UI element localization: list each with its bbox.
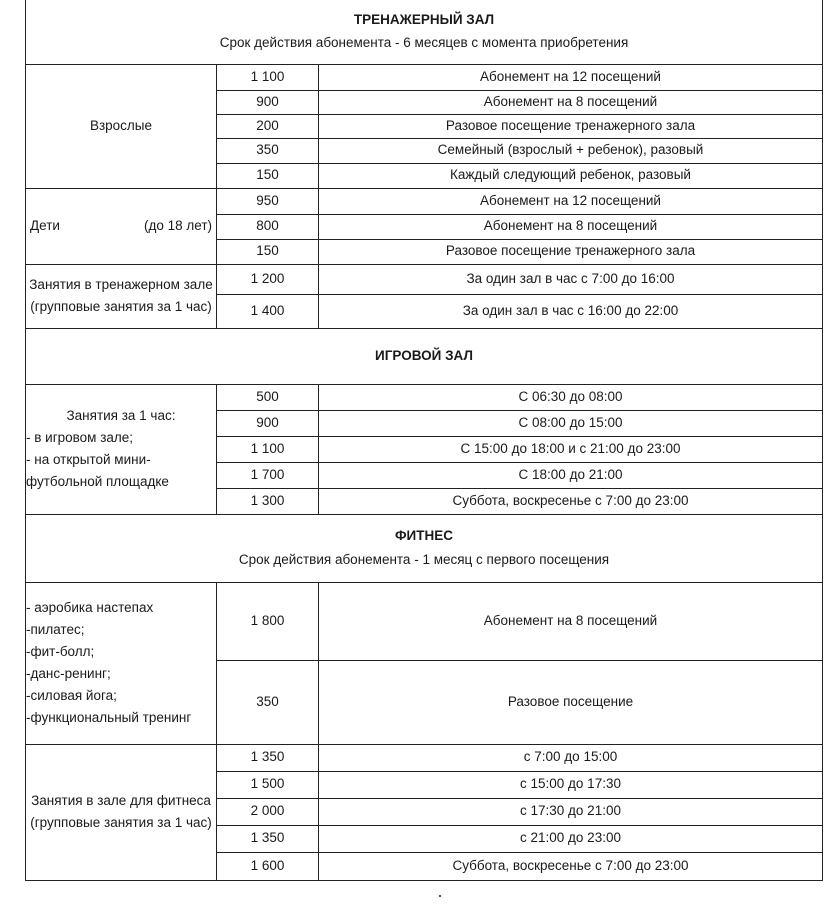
price-cell: 2 000	[217, 798, 319, 825]
category-fitness-classes	[26, 582, 217, 744]
price-cell: 350	[217, 660, 319, 744]
price-cell: 150	[217, 163, 319, 188]
desc-cell: С 15:00 до 18:00 и с 21:00 до 23:00	[319, 436, 823, 462]
desc-cell: Разовое посещение тренажерного зала	[319, 239, 823, 264]
desc-cell: С 18:00 до 21:00	[319, 462, 823, 488]
price-cell: 1 800	[217, 582, 319, 660]
price-table	[25, 0, 823, 881]
game-label-line: - в игровом зале;	[26, 430, 134, 445]
table-row	[26, 384, 823, 410]
game-label-line: Занятия за 1 час:	[66, 408, 176, 423]
desc-cell: С 06:30 до 08:00	[319, 384, 823, 410]
section-subtitle-gym: Срок действия абонемента - 6 месяцев с момента приобретения	[219, 35, 629, 51]
price-cell: 1 300	[217, 488, 319, 514]
desc-cell: Абонемент на 8 посещений	[319, 582, 823, 660]
price-cell: 500	[217, 384, 319, 410]
group-gym-line1: Занятия в тренажерном зале	[29, 277, 213, 292]
section-title-fitness: ФИТНЕС	[395, 528, 453, 544]
desc-cell: с 7:00 до 15:00	[319, 744, 823, 771]
section-gym-cell	[26, 0, 823, 64]
desc-cell: Абонемент на 8 посещений	[319, 214, 823, 239]
game-label-line: футбольной площадке	[26, 474, 169, 489]
price-cell: 950	[217, 188, 319, 214]
category-fitness-hall	[26, 744, 217, 880]
price-cell: 1 350	[217, 825, 319, 852]
price-cell: 350	[217, 138, 319, 163]
price-cell: 1 700	[217, 462, 319, 488]
fitness-class-item: -функциональный тренинг	[26, 710, 192, 725]
desc-cell: За один зал в час с 7:00 до 16:00	[319, 264, 823, 294]
table-row	[26, 64, 823, 90]
price-cell: 200	[217, 114, 319, 138]
fitness-hall-line1: Занятия в зале для фитнеса	[31, 793, 211, 808]
desc-cell: Абонемент на 12 посещений	[319, 64, 823, 90]
desc-cell: Суббота, воскресенье с 7:00 до 23:00	[319, 852, 823, 880]
stray-mark	[439, 895, 441, 897]
fitness-class-item: - аэробика настепах	[26, 600, 154, 615]
price-cell: 900	[217, 410, 319, 436]
section-header-gym	[26, 0, 823, 64]
desc-cell: Разовое посещение тренажерного зала	[319, 114, 823, 138]
section-fitness-cell	[26, 514, 823, 582]
price-cell: 1 200	[217, 264, 319, 294]
price-cell: 1 400	[217, 294, 319, 328]
desc-cell: Семейный (взрослый + ребенок), разовый	[319, 138, 823, 163]
desc-cell: с 15:00 до 17:30	[319, 771, 823, 798]
game-label-line: - на открытой мини-	[26, 452, 151, 467]
section-title-game: ИГРОВОЙ ЗАЛ	[375, 347, 473, 363]
table-row	[26, 188, 823, 214]
fitness-class-item: -пилатес;	[26, 622, 85, 637]
category-group-gym	[26, 264, 217, 328]
desc-cell: с 21:00 до 23:00	[319, 825, 823, 852]
table-row	[26, 264, 823, 294]
price-cell: 900	[217, 90, 319, 114]
price-cell: 1 100	[217, 436, 319, 462]
desc-cell: с 17:30 до 21:00	[319, 798, 823, 825]
desc-cell: Абонемент на 8 посещений	[319, 90, 823, 114]
category-kids	[26, 188, 217, 264]
category-game	[26, 384, 217, 514]
desc-cell: Каждый следующий ребенок, разовый	[319, 163, 823, 188]
desc-cell: С 08:00 до 15:00	[319, 410, 823, 436]
table-row	[26, 744, 823, 771]
price-cell: 1 500	[217, 771, 319, 798]
fitness-class-item: -силовая йога;	[26, 688, 117, 703]
section-subtitle-fitness: Срок действия абонемента - 1 месяц с первого посещения	[238, 551, 610, 567]
fitness-class-item: -данс-ренинг;	[26, 666, 111, 681]
desc-cell: Разовое посещение	[319, 660, 823, 744]
section-title-gym: ТРЕНАЖЕРНЫЙ ЗАЛ	[353, 12, 495, 28]
desc-cell: За один зал в час с 16:00 до 22:00	[319, 294, 823, 328]
price-cell: 1 100	[217, 64, 319, 90]
price-cell: 1 350	[217, 744, 319, 771]
fitness-hall-line2: (групповые занятия за 1 час)	[30, 815, 212, 830]
price-cell: 1 600	[217, 852, 319, 880]
kids-label: Дети	[30, 217, 60, 233]
fitness-class-item: -фит-болл;	[26, 644, 95, 659]
price-cell: 800	[217, 214, 319, 239]
table-row	[26, 582, 823, 660]
desc-cell: Абонемент на 12 посещений	[319, 188, 823, 214]
kids-age: (до 18 лет)	[143, 217, 212, 233]
category-adults: Взрослые	[26, 64, 217, 188]
group-gym-line2: (групповые занятия за 1 час)	[30, 299, 212, 314]
section-game-cell	[26, 328, 823, 384]
section-header-game	[26, 328, 823, 384]
section-header-fitness	[26, 514, 823, 582]
desc-cell: Суббота, воскресенье с 7:00 до 23:00	[319, 488, 823, 514]
price-cell: 150	[217, 239, 319, 264]
